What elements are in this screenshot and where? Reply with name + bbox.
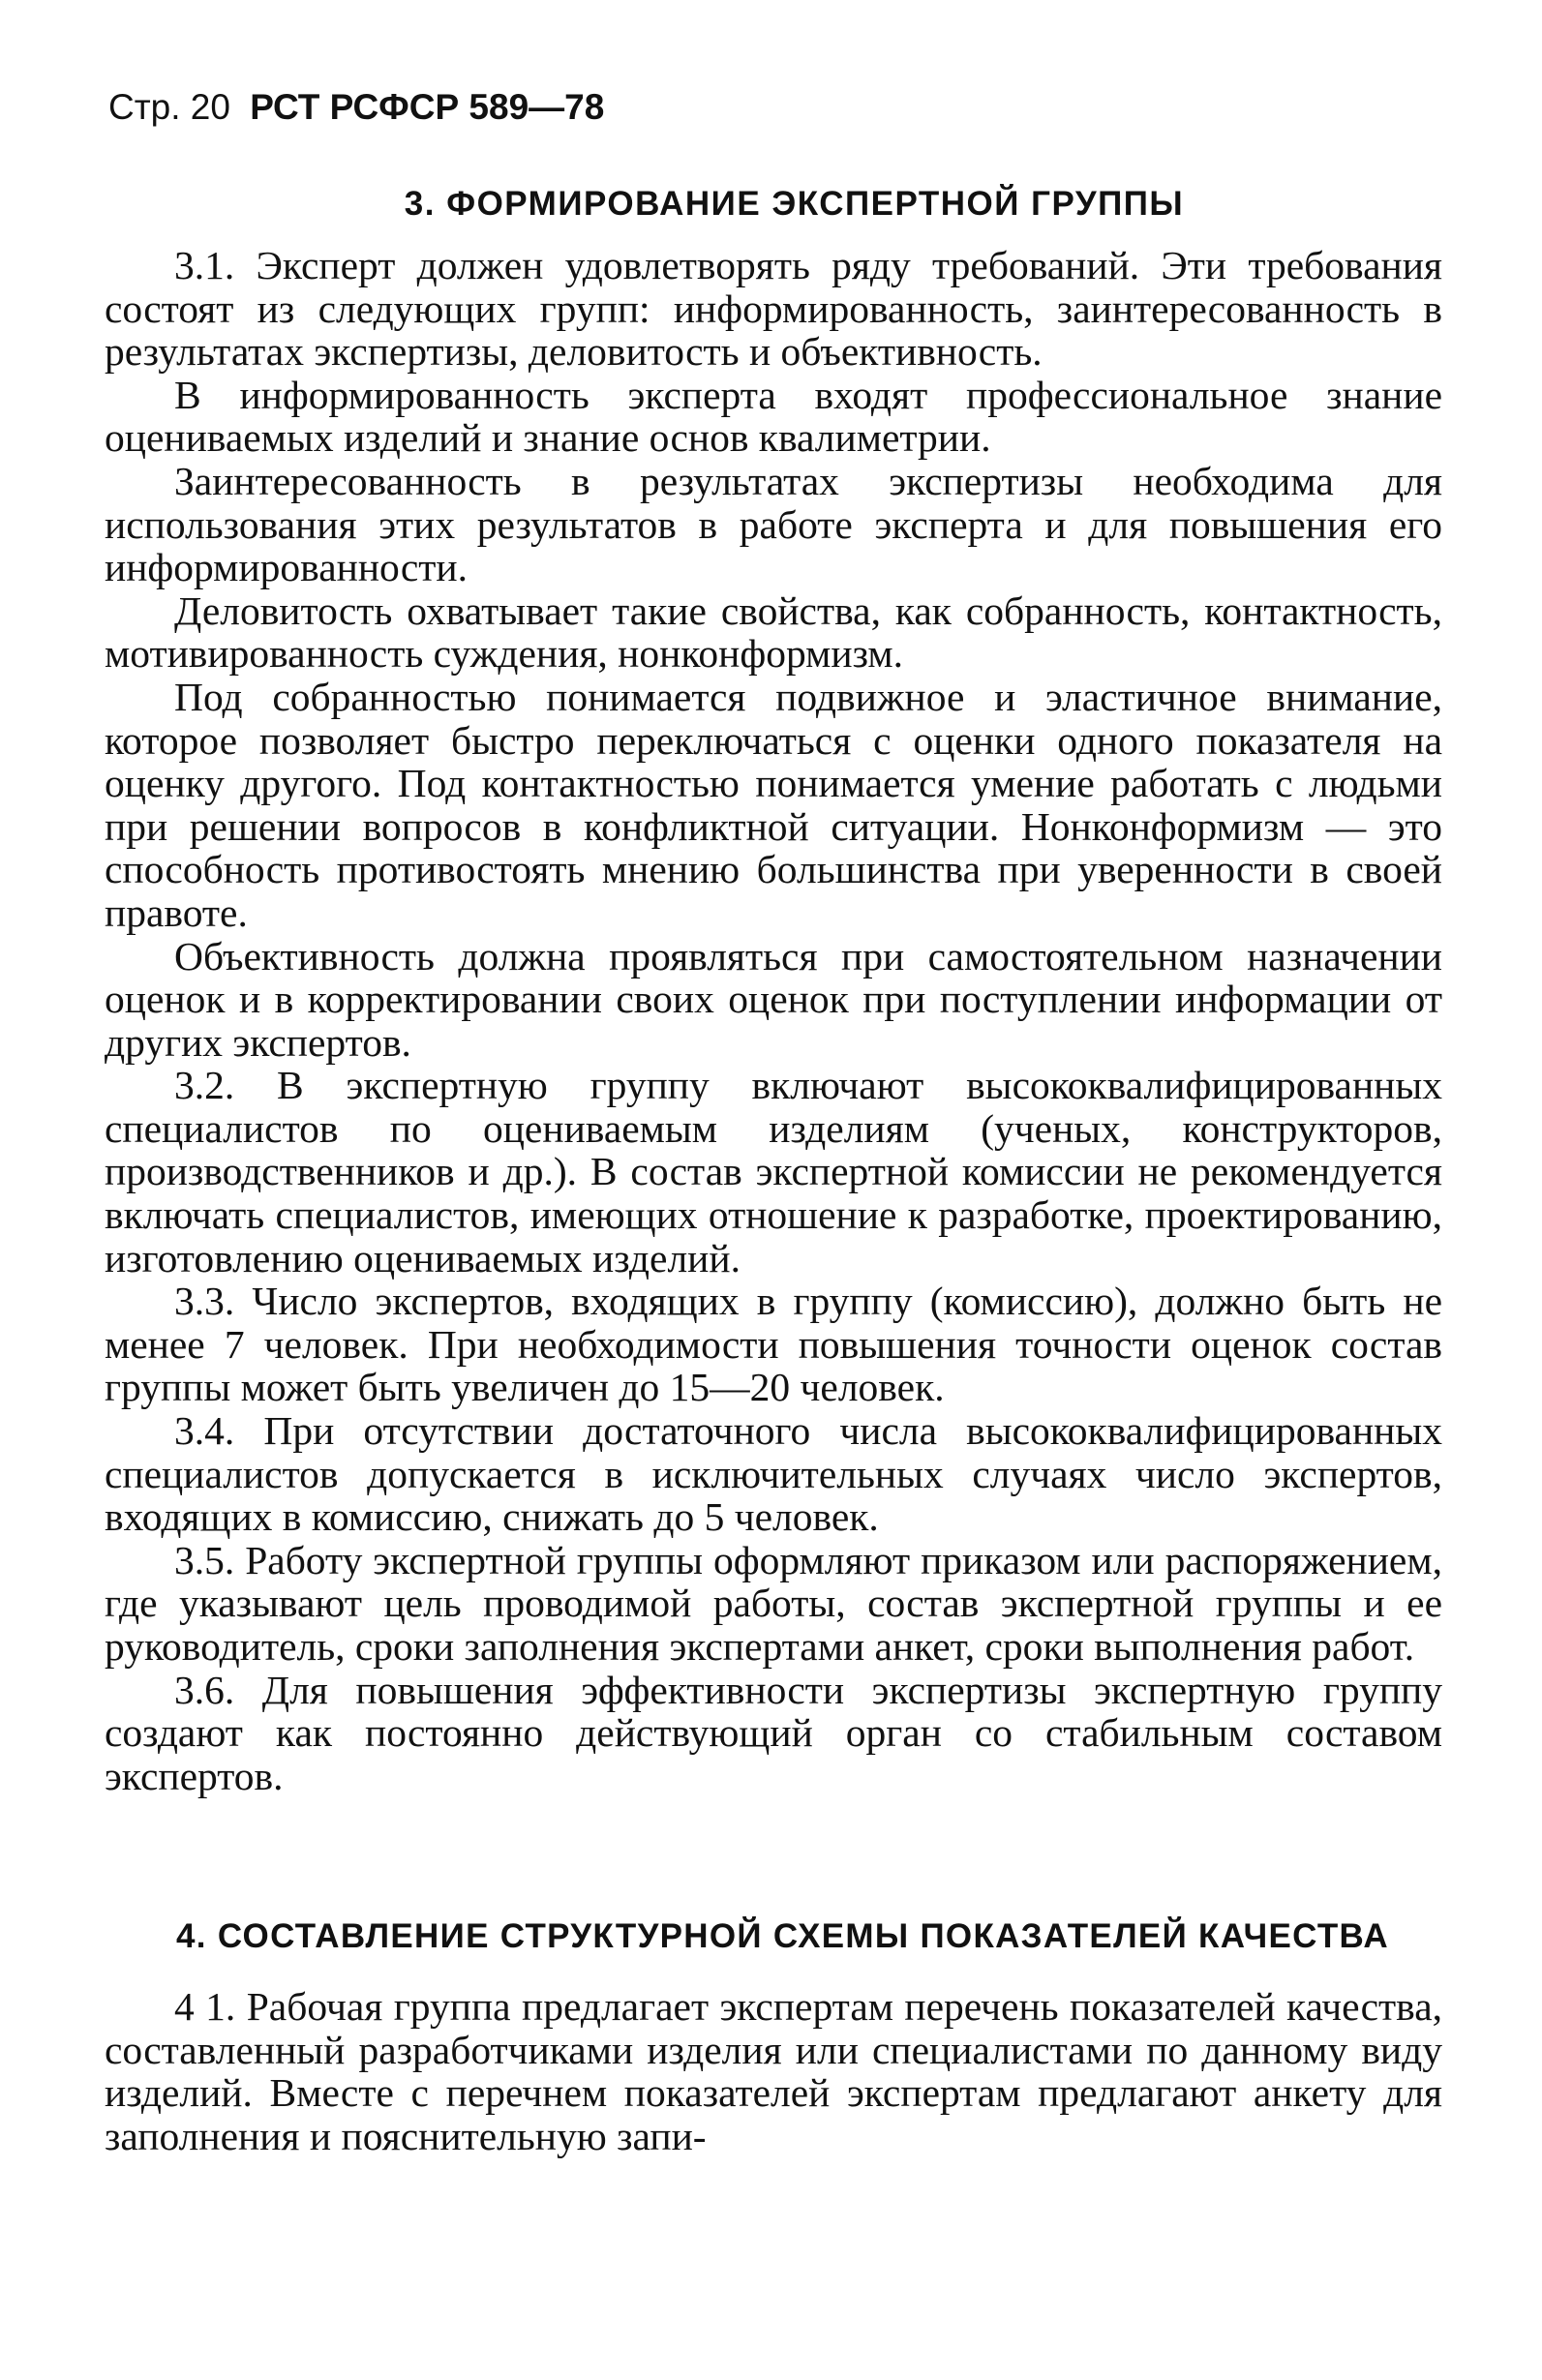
- section-4-body: [105, 1985, 1442, 2157]
- paragraph-informedness: В информированность эксперта входят профессиональное знание оцениваемых изделий и знание основ квалиметрии.: [105, 372, 1442, 461]
- section-3-title: 3. ФОРМИРОВАНИЕ ЭКСПЕРТНОЙ ГРУППЫ: [404, 185, 1185, 223]
- paragraph-4-1: 4 1. Рабочая группа предлагает экспертам перечень показателей качества, составленный разработчиками изделия или специалистами по данному виду изделий. Вместе с перечнем показателей экспертам предлагают анкету для заполнения и пояснительную запи-: [105, 1984, 1442, 2158]
- paragraph-3-6: 3.6. Для повышения эффективности экспертизы экспертную группу создают как постоянно действующий орган со стабильным составом экспертов.: [105, 1667, 1442, 1798]
- section-3-body: [105, 244, 1442, 1797]
- paragraph-objectivity: Объективность должна проявляться при самостоятельном назначении оценок и в корректировании своих оценок при поступлении информации от других экспертов.: [105, 933, 1442, 1065]
- paragraph-businesslike: Деловитость охватывает такие свойства, как собранность, контактность, мотивированность суждения, нонконформизм.: [105, 587, 1442, 677]
- section-4-title: 4. СОСТАВЛЕНИЕ СТРУКТУРНОЙ СХЕМЫ ПОКАЗАТЕЛЕЙ КАЧЕСТВА: [176, 1917, 1389, 1955]
- document-code: РСТ РСФСР 589—78: [250, 87, 605, 127]
- running-head: [108, 87, 604, 128]
- paragraph-3-2: 3.2. В экспертную группу включают высококвалифицированных специалистов по оцениваемым изделиям (ученых, конструкторов, производственников и др.). В состав экспертной комиссии не рекомендуется включать специалистов, имеющих отношение к разработке, проектированию, изготовлению оцениваемых изделий.: [105, 1063, 1442, 1280]
- paragraph-3-3: 3.3. Число экспертов, входящих в группу (комиссию), должно быть не менее 7 человек. При необходимости повышения точности оценок состав группы может быть увеличен до 15—20 человек.: [105, 1279, 1442, 1410]
- paragraph-3-5: 3.5. Работу экспертной группы оформляют приказом или распоряжением, где указывают цель проводимой работы, состав экспертной группы и ее руководитель, сроки заполнения экспертами анкет, сроки выполнения работ.: [105, 1537, 1442, 1669]
- paragraph-3-1: 3.1. Эксперт должен удовлетворять ряду требований. Эти требования состоят из следующих групп: информированность, заинтересованность в результатах экспертизы, деловитость и объективность.: [105, 243, 1442, 375]
- paragraph-composure: Под собранностью понимается подвижное и эластичное внимание, которое позволяет быстро переключаться с оценки одного показателя на оценку другого. Под контактностью понимается умение работать с людьми при решении вопросов в конфликтной ситуации. Нонконформизм — это способность противостоять мнению большинства при уверенности в своей правоте.: [105, 674, 1442, 935]
- page-number: Стр. 20: [108, 87, 230, 127]
- paragraph-interest: Заинтересованность в результатах экспертизы необходима для использования этих результатов в работе эксперта и для повышения его информированности.: [105, 458, 1442, 590]
- paragraph-3-4: 3.4. При отсутствии достаточного числа высококвалифицированных специалистов допускается в исключительных случаях число экспертов, входящих в комиссию, снижать до 5 человек.: [105, 1408, 1442, 1540]
